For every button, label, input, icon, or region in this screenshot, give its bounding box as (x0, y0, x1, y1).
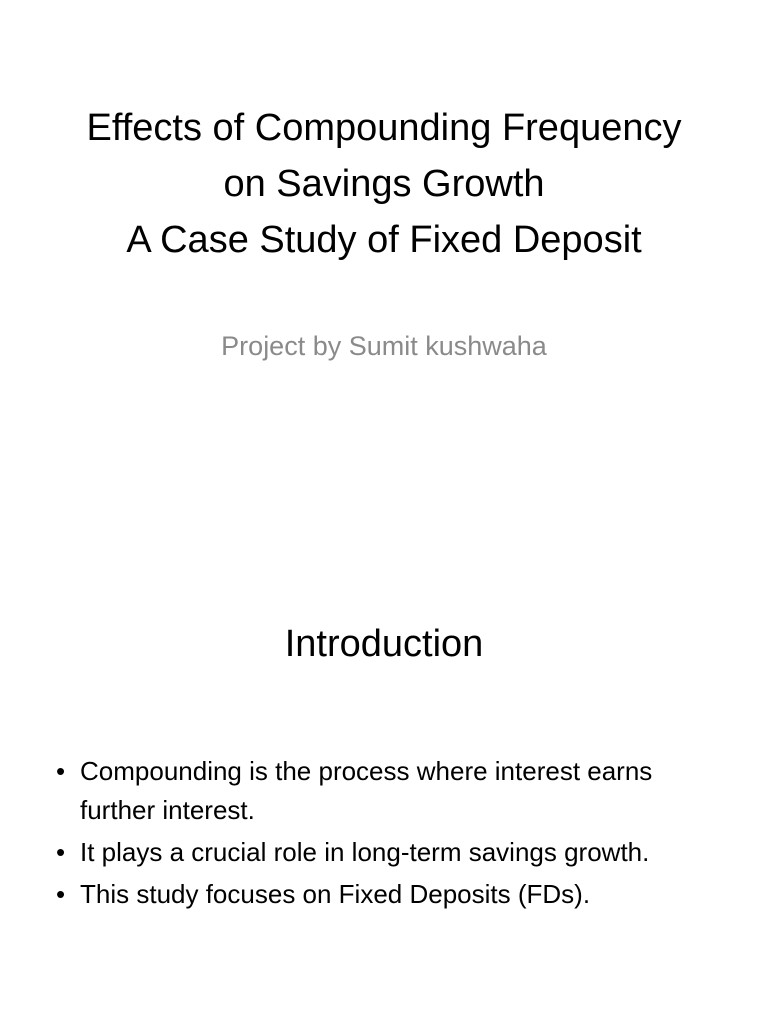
bullet-icon: • (56, 837, 66, 867)
bullet-item (56, 833, 726, 872)
bullet-list (56, 752, 726, 917)
bullet-icon: • (56, 879, 66, 909)
bullet-item (56, 752, 726, 830)
bullet-text: Compounding is the process where interest earns further interest. (80, 756, 653, 825)
slide-heading: Introduction (284, 623, 484, 665)
bullet-text: It plays a crucial role in long-term savings growth. (80, 837, 650, 867)
title-line: A Case Study of Fixed Deposit (126, 219, 642, 261)
bullet-text: This study focuses on Fixed Deposits (FDs). (80, 879, 591, 909)
slide-title (20, 100, 748, 268)
bullet-item (56, 875, 726, 914)
title-line: on Savings Growth (223, 163, 545, 205)
title-line: Effects of Compounding Frequency (86, 107, 682, 149)
introduction-slide (0, 512, 768, 1024)
bullet-icon: • (56, 756, 66, 786)
slide-subtitle: Project by Sumit kushwaha (221, 331, 547, 361)
